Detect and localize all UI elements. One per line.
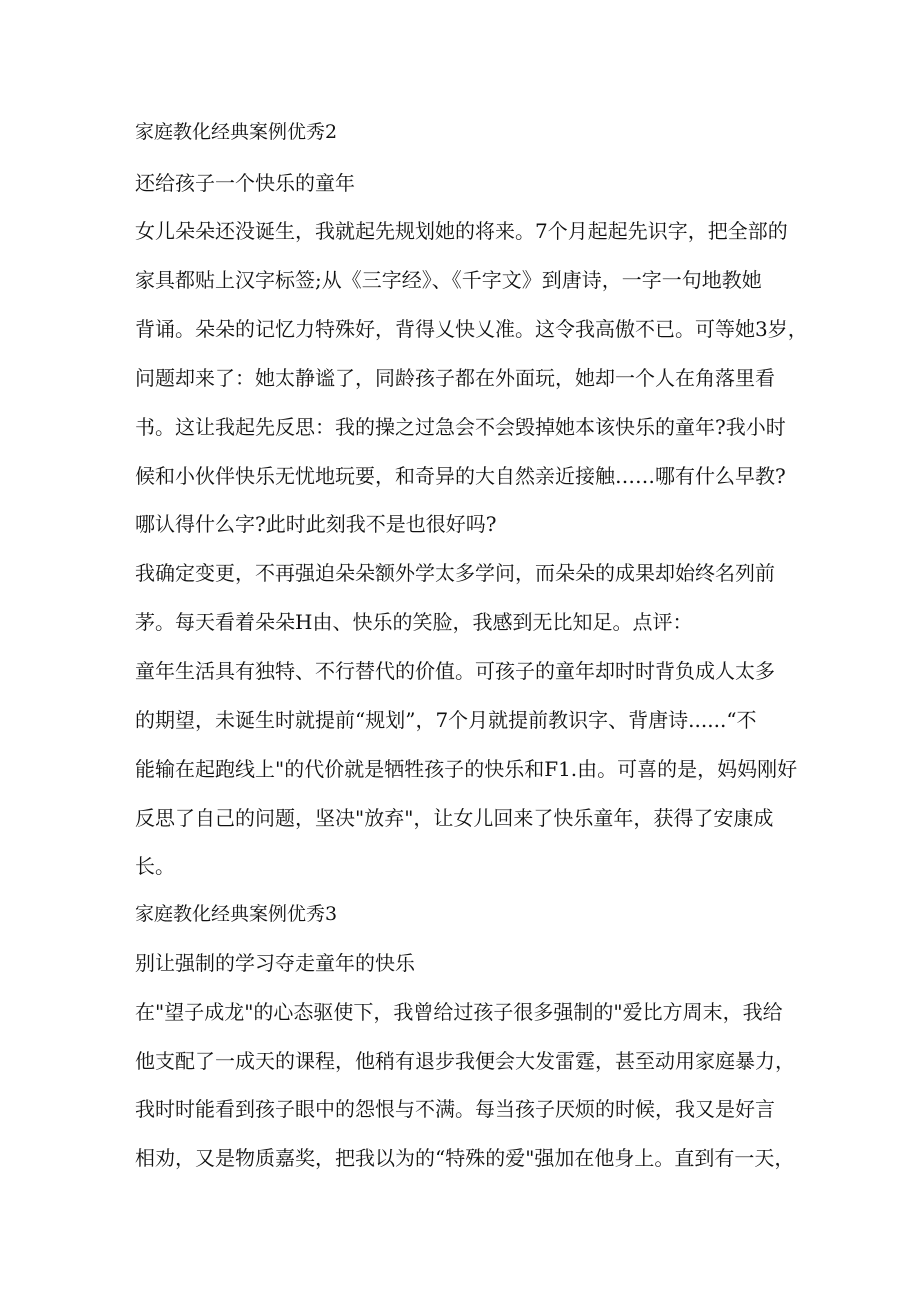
section-heading: 家庭教化经典案例优秀2 <box>135 121 338 143</box>
paragraph-line: 反思了自己的问题，坚决"放弃"，让女儿回来了快乐童年，获得了安康成 <box>135 806 774 830</box>
paragraph-line: 的期望，未诞生时就提前“规划”，7个月就提前教识字、背唐诗......“不 <box>135 708 757 732</box>
paragraph-line: 在"望子成龙"的心态驱使下，我曾给过孩子很多强制的"爱比方周末，我给 <box>135 1000 783 1024</box>
paragraph-line: 长。 <box>135 854 175 878</box>
paragraph-line: 我确定变更，不再强迫朵朵额外学太多学问，而朵朵的成果却始终名列前 <box>135 561 775 585</box>
paragraph-line: 能输在起跑线上"的代价就是牺牲孩子的快乐和F1.由。可喜的是，妈妈刚好 <box>135 757 798 781</box>
paragraph-line: 女儿朵朵还没诞生，我就起先规划她的将来。7个月起起先识字，把全部的 <box>135 219 788 243</box>
paragraph-line: 书。这让我起先反思：我的操之过急会不会毁掉她本该快乐的童年?我小时 <box>135 415 786 439</box>
paragraph-line: 候和小伙伴快乐无忧地玩要，和奇异的大自然亲近接触……哪有什么早教? <box>135 464 786 488</box>
section-heading: 家庭教化经典案例优秀3 <box>135 903 338 925</box>
paragraph-line: 家具都贴上汉字标签;从《三字经》、《千字文》到唐诗，一字一句地教她 <box>135 268 762 292</box>
section-subtitle: 别让强制的学习夺走童年的快乐 <box>135 951 415 975</box>
paragraph-line: 童年生活具有独特、不行替代的价值。可孩子的童年却时时背负成人太多 <box>135 659 775 683</box>
paragraph-line: 他支配了一成天的课程，他稍有退步我便会大发雷霆，甚至动用家庭暴力， <box>135 1049 795 1073</box>
paragraph-line: 茅。每天看着朵朵H由、快乐的笑脸，我感到无比知足。点评： <box>135 610 693 634</box>
paragraph-line: 背诵。朵朵的记忆力特殊好，背得乂快乂准。这令我高傲不已。可等她3岁， <box>135 317 808 341</box>
paragraph-line: 问题却来了：她太静谧了，同龄孩子都在外面玩，她却一个人在角落里看 <box>135 366 775 390</box>
section-subtitle: 还给孩子一个快乐的童年 <box>135 171 355 195</box>
paragraph-line: 我时时能看到孩子眼中的怨恨与不满。每当孩子厌烦的时候，我又是好言 <box>135 1097 775 1121</box>
paragraph-line: 相劝，又是物质嘉奖，把我以为的“特殊的爱"强加在他身上。直到有一天， <box>135 1146 795 1170</box>
paragraph-line: 哪认得什么字?此时此刻我不是也很好吗? <box>135 512 497 536</box>
